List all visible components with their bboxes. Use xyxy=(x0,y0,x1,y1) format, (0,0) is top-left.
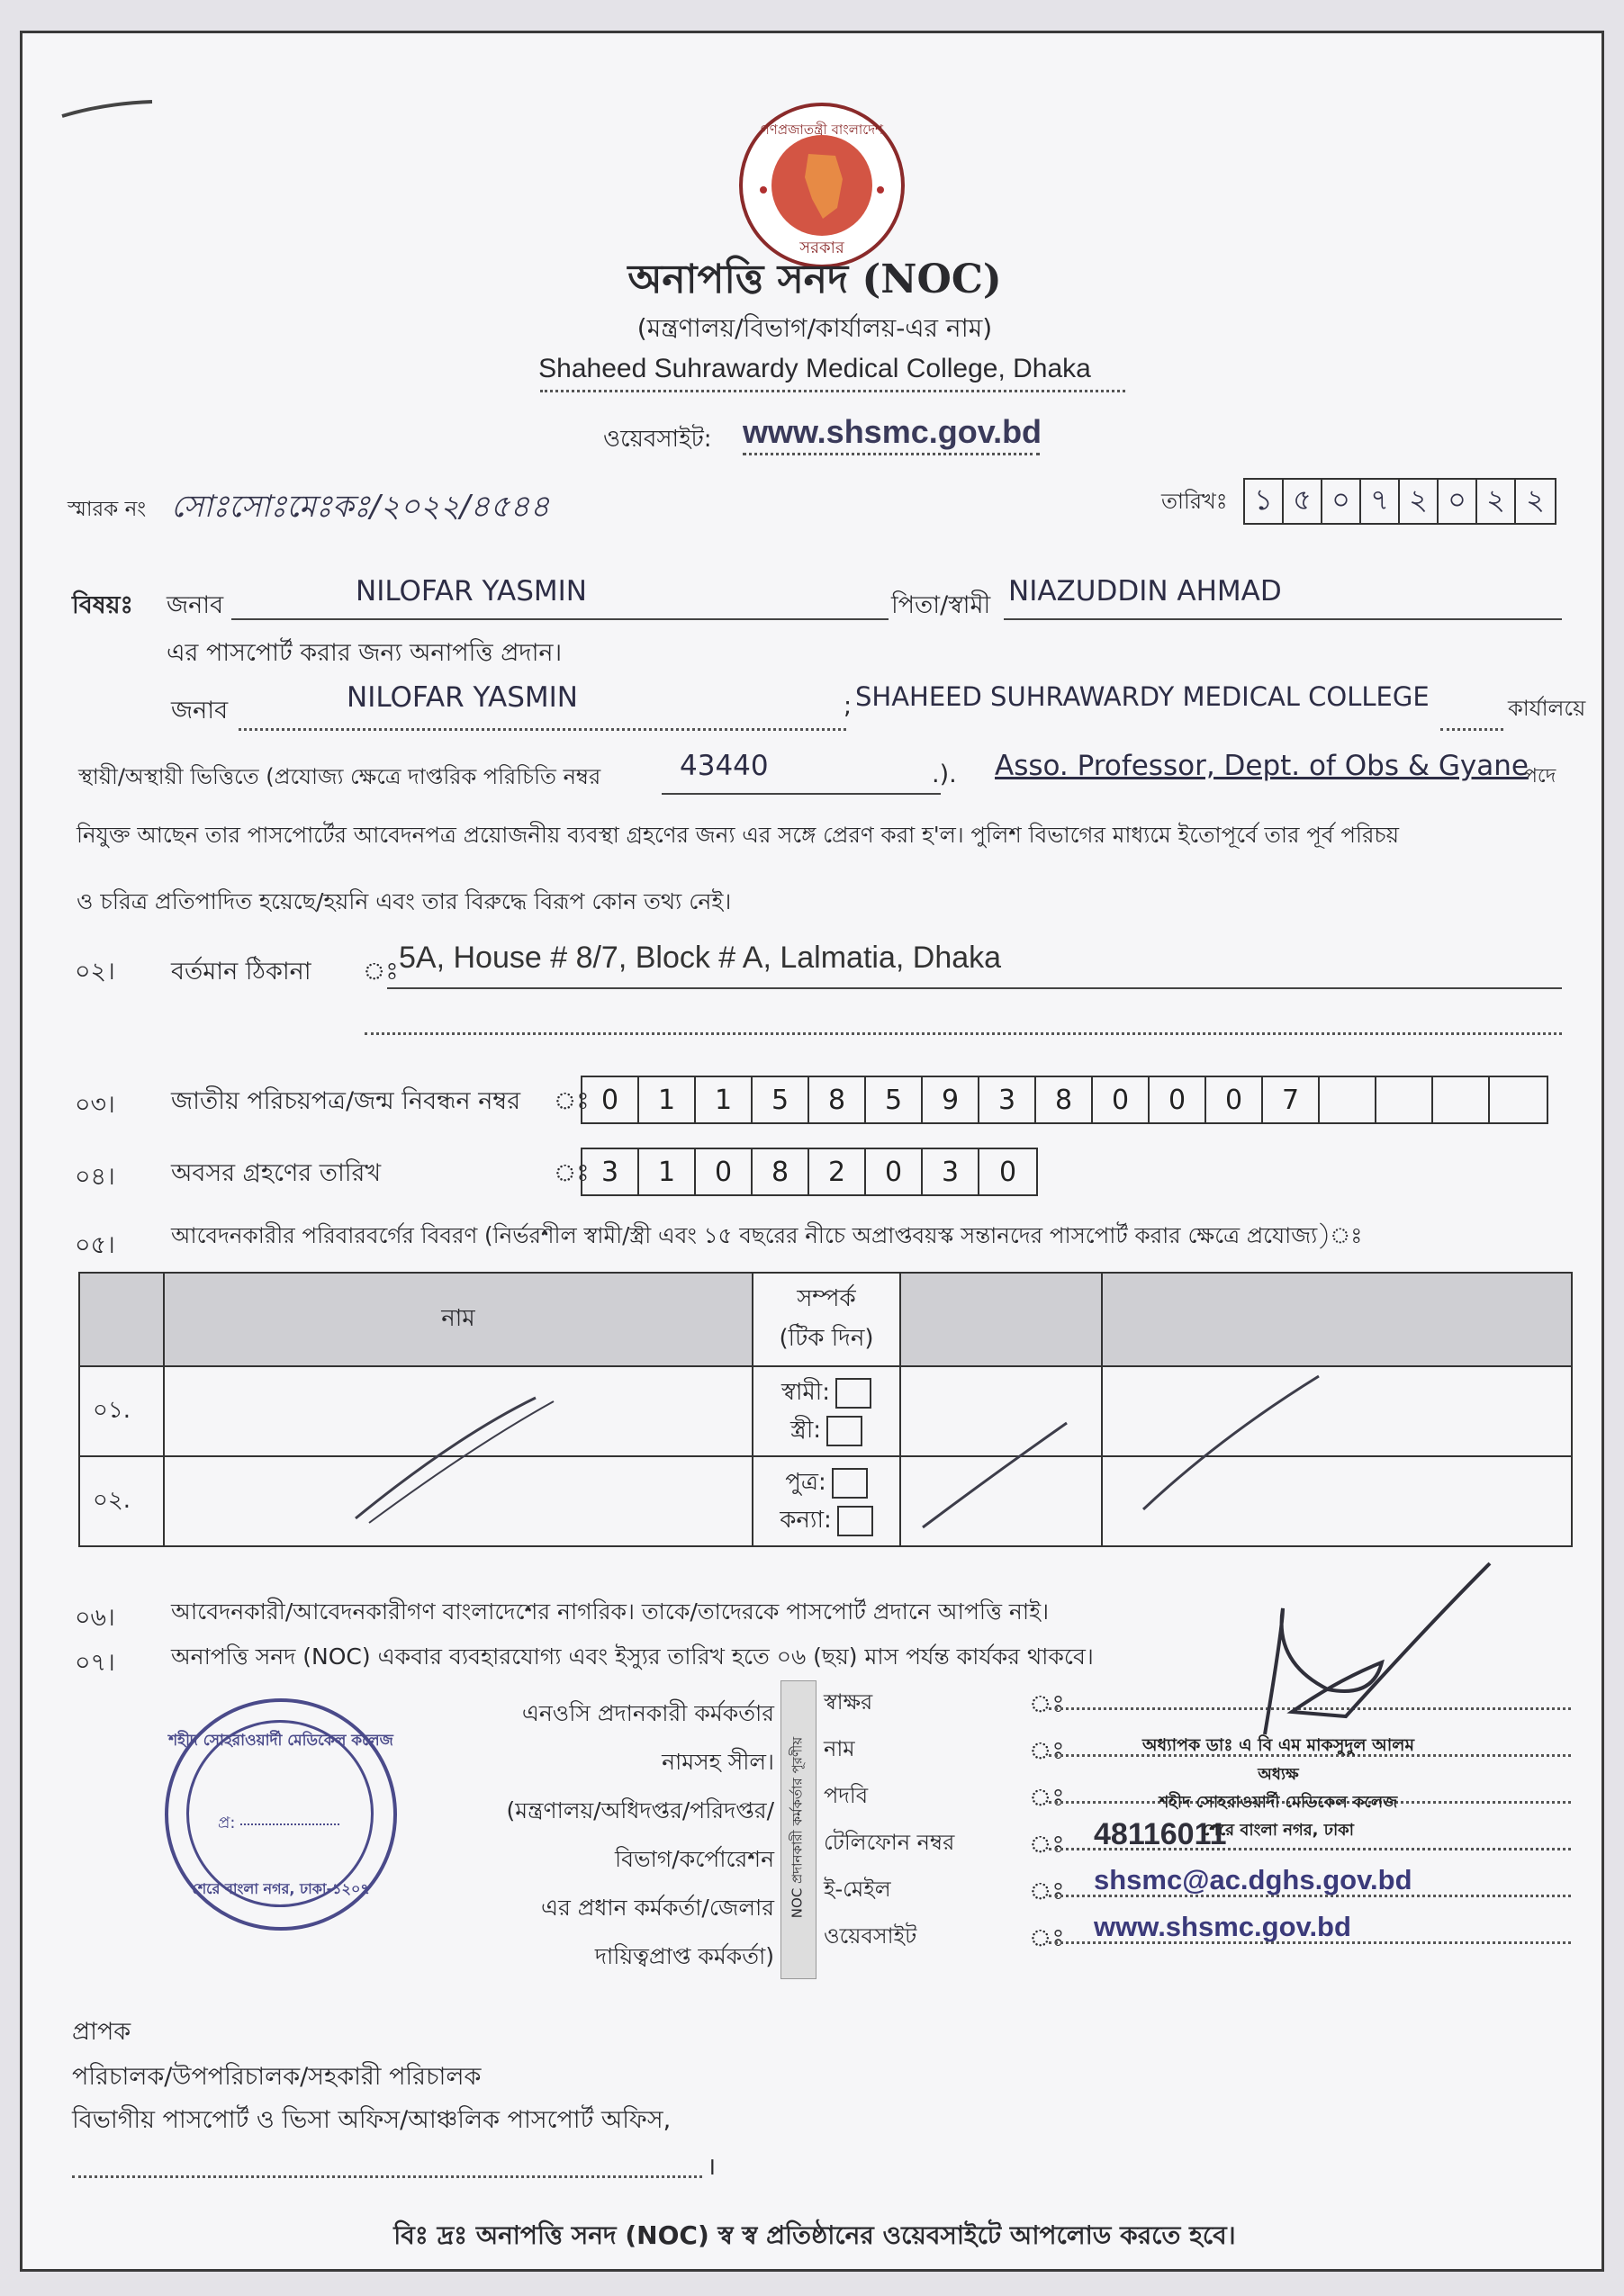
officer-field-label: টেলিফোন নম্বর xyxy=(824,1830,955,1855)
memo-value: সোঃসোঃমেঃকঃ/২০২২/৪৫৪৪ xyxy=(171,489,550,525)
officer-description-line: বিভাগ/কর্পোরেশন xyxy=(614,1846,774,1872)
document-title: অনাপত্তি সনদ (NOC) xyxy=(627,257,1002,302)
nid-digit-box: 9 xyxy=(923,1077,979,1122)
officer-field-label: ওয়েবসাইট xyxy=(824,1923,917,1949)
officer-field-row: ই-মেইল ঃ shsmc@ac.dghs.gov.bd xyxy=(824,1868,1580,1914)
officer-description xyxy=(455,1689,774,1981)
recipient-line1: পরিচালক/উপপরিচালক/সহকারী পরিচালক xyxy=(72,2063,482,2091)
officer-name-stamp: অধ্যাপক ডাঃ এ বি এম মাকসুদুল আলম অধ্যক্ষ শহীদ সোহরাওয়ার্দী মেডিকেল কলেজ শেরে বাংলা নগর, ঢাকা xyxy=(1141,1735,1414,1840)
col-relation-header: সম্পর্ক (টিক দিন) xyxy=(753,1273,900,1366)
document-subtitle: (মন্ত্রণালয়/বিভাগ/কার্যালয়-এর নাম) xyxy=(636,313,993,343)
citizenship-statement: আবেদনকারী/আবেদনকারীগণ বাংলাদেশের নাগরিক। তাকে/তাদেরকে পাসপোর্ট প্রদানে আপত্তি নাই। xyxy=(171,1598,1050,1625)
nid-digit-box: 0 xyxy=(1206,1077,1263,1122)
body-line2-prefix: স্থায়ী/অস্থায়ী ভিত্তিতে (প্রযোজ্য ক্ষেত্রে দাপ্তরিক পরিচিতি নম্বর xyxy=(78,764,601,789)
officer-description-line: নামসহ সীল। xyxy=(662,1749,774,1775)
table-row: ০২. পুত্র: কন্যা: xyxy=(79,1456,1572,1546)
office-name: Shaheed Suhrawardy Medical College, Dhaka xyxy=(538,354,1091,383)
address-value: 5A, House # 8/7, Block # A, Lalmatia, Dhaka xyxy=(399,941,1002,975)
date-digit-box: ২ xyxy=(1400,480,1439,523)
emblem-top-text: গণপ্রজাতন্ত্রী বাংলাদেশ xyxy=(760,122,884,138)
date-digit-box: ২ xyxy=(1477,480,1516,523)
officer-field-row: টেলিফোন নম্বর ঃ 48116011 xyxy=(824,1821,1580,1868)
body-designation-suffix: পদে xyxy=(1524,765,1556,788)
officer-field-row: নাম ঃ xyxy=(824,1727,1580,1774)
nid-label: জাতীয় পরিচয়পত্র/জন্ম নিবন্ধন নম্বর xyxy=(171,1087,521,1115)
officer-field-row: পদবি ঃ xyxy=(824,1774,1580,1821)
date-label: তারিখঃ xyxy=(1161,489,1228,514)
recipient-label: প্রাপক xyxy=(72,2018,131,2046)
subject-label: বিষয়ঃ xyxy=(72,591,133,619)
retirement-digit-box: 1 xyxy=(639,1149,696,1194)
col-name-header: নাম xyxy=(164,1273,753,1366)
website-label: ওয়েবসাইট: xyxy=(603,426,712,453)
website-value: www.shsmc.gov.bd xyxy=(743,413,1042,450)
nid-digit-box: 7 xyxy=(1263,1077,1320,1122)
nid-digit-box: 1 xyxy=(639,1077,696,1122)
date-digit-box: ৭ xyxy=(1361,480,1400,523)
officer-description-line: দায়িত্বপ্রাপ্ত কর্মকর্তা) xyxy=(594,1943,774,1969)
nid-digit-box: 5 xyxy=(753,1077,809,1122)
retirement-digit-box: 8 xyxy=(753,1149,809,1194)
officer-field-label: স্বাক্ষর xyxy=(824,1689,873,1715)
nid-digit-box: 8 xyxy=(1036,1077,1093,1122)
retirement-digit-box: 3 xyxy=(582,1149,639,1194)
retirement-digit-box: 3 xyxy=(923,1149,979,1194)
body-id-number: 43440 xyxy=(680,750,769,782)
retirement-digit-box: 0 xyxy=(696,1149,753,1194)
officer-field-value: 48116011 xyxy=(1094,1817,1227,1851)
date-digit-box: ১ xyxy=(1245,480,1284,523)
memo-label: স্মারক নং xyxy=(68,498,147,521)
footer-note: বিঃ দ্রঃ অনাপত্তি সনদ (NOC) স্ব স্ব প্রতিষ্ঠানের ওয়েবসাইটে আপলোড করতে হবে। xyxy=(393,2220,1236,2250)
subject-purpose: এর পাসপোর্ট করার জন্য অনাপত্তি প্রদান। xyxy=(167,639,563,667)
table-row: ০১. স্বামী: স্ত্রী: xyxy=(79,1366,1572,1456)
officer-field-label: পদবি xyxy=(824,1783,869,1808)
body-office-suffix: কার্যালয়ে xyxy=(1508,696,1586,721)
validity-statement: অনাপত্তি সনদ (NOC) একবার ব্যবহারযোগ্য এবং ইস্যুর তারিখ হতে ০৬ (ছয়) মাস পর্যন্ত কার্যকর থাকবে। xyxy=(171,1643,1094,1670)
nid-digit-box: 0 xyxy=(582,1077,639,1122)
emblem-bottom-text: সরকার xyxy=(799,239,844,257)
recipient-line2: বিভাগীয় পাসপোর্ট ও ভিসা অফিস/আঞ্চলিক পাসপোর্ট অফিস, xyxy=(72,2106,672,2134)
retirement-digit-box: 2 xyxy=(809,1149,866,1194)
family-label: আবেদনকারীর পরিবারবর্গের বিবরণ (নির্ভরশীল স্বামী/স্ত্রী এবং ১৫ বছরের নীচে অপ্রাপ্তবয়স্ক সন্তানদের পাসপোর্ট করার ক্ষেত্রে প্রযোজ্য)ঃ xyxy=(171,1222,1363,1248)
date-digit-box: ০ xyxy=(1322,480,1361,523)
subject-mr-label: জনাব xyxy=(167,591,224,619)
date-digit-box: ৫ xyxy=(1284,480,1322,523)
body-line4: ও চরিত্র প্রতিপাদিত হয়েছে/হয়নি এবং তার বিরুদ্ধে বিরূপ কোন তথ্য নেই। xyxy=(77,888,732,914)
nid-digit-box: 1 xyxy=(696,1077,753,1122)
body-name: NILOFAR YASMIN xyxy=(347,681,578,714)
date-digit-box: ০ xyxy=(1439,480,1477,523)
date-digit-box: ২ xyxy=(1526,482,1545,517)
body-designation: Asso. Professor, Dept. of Obs & Gyane xyxy=(995,750,1529,782)
officer-field-row: ওয়েবসাইট ঃ www.shsmc.gov.bd xyxy=(824,1914,1580,1961)
officer-field-row: স্বাক্ষর ঃ xyxy=(824,1680,1580,1727)
noc-vertical-strip: NOC প্রদানকারী কর্মকর্তার পূরণীয় xyxy=(780,1680,817,1979)
body-line3: নিযুক্ত আছেন তার পাসপোর্টের আবেদনপত্র প্রয়োজনীয় ব্যবস্থা গ্রহণের জন্য এর সঙ্গে প্রেরণ করা হ'ল। পুলিশ বিভাগের মাধ্যমে ইতোপূর্বে তার পূর্ব পরিচয় xyxy=(77,822,1400,848)
address-label: বর্তমান ঠিকানা xyxy=(171,958,311,986)
subject-name: NILOFAR YASMIN xyxy=(356,575,587,608)
officer-description-line: এর প্রধান কর্মকর্তা/জেলার xyxy=(541,1895,774,1921)
officer-field-label: ই-মেইল xyxy=(824,1877,891,1902)
nid-digit-box: 5 xyxy=(866,1077,923,1122)
retirement-label: অবসর গ্রহণের তারিখ xyxy=(171,1159,382,1187)
officer-field-label: নাম xyxy=(824,1736,855,1761)
noc-document: গণপ্রজাতন্ত্রী বাংলাদেশ সরকার অনাপত্তি সনদ (NOC) (মন্ত্রণালয়/বিভাগ/কার্যালয়-এর নাম) Shaheed Suhrawardy Medical College, Dhaka ওয়েবসাইট: www.shsmc.gov.bd স্মারক নং সোঃসোঃমেঃকঃ/২০২২/৪৫৪৪ তারিখঃ ১ ৫ ০ ৭ ২ ০ ২ ২ বিষয়ঃ জনাব NILOFAR YASMIN পিতা/স্বামী NIAZUDDIN AHMAD এর পাসপোর্ট করার জন্য অনাপত্তি প্রদান। জনাব NILOFAR YASMIN ; SHAHEED SUHRAWARDY MEDICAL COLLEGE কার্যালয়ে স্থায়ী/অস্থায়ী ভিত্তিতে (প্রযোজ্য ক্ষেত্রে দাপ্তরিক পরিচিতি নম্বর 43440 .). Asso. Professor, Dept. of Obs & Gyane পদে নিযুক্ত আছেন তার পাসপোর্টের আবেদনপত্র প্রয়োজনীয় ব্যবস্থা গ্রহণের জন্য এর সঙ্গে প্রেরণ করা হ'ল। পুলিশ বিভাগের মাধ্যমে ইতোপূর্বে তার পূর্ব পরিচয় ও চরিত্র প্রতিপাদিত হয়েছে/হয়নি এবং তার বিরুদ্ধে বিরূপ কোন তথ্য নেই। ০২। বর্তমান ঠিকানা ঃ 5A, House # 8/7, Block # A, Lalmatia, Dhaka ০৩। জাতীয় পরিচয়পত্র/জন্ম নিবন্ধন নম্বর ঃ 0 1 1 5 8 5 9 3 8 0 0 0 7 ০৪। অবসর গ্রহণের তারিখ ঃ 3 1 0 8 2 0 3 0 ০৫। আবেদনকারীর পরিবারবর্গের বিবরণ (নির্ভরশীল স্বামী/স্ত্রী এবং ১৫ বছরের নীচে অপ্রাপ্তবয়স্ক সন্তানদের পাসপোর্ট করার ক্ষেত্রে প্রযোজ্য)ঃ নাম সম্পর্ক (টিক দিন) ০১. স্বামী: স্ত্রী: ০২. পুত্র: কন্যা: ০৬। আবেদনকারী/আবেদনকারীগণ বাংলাদেশের নাগরিক। তাকে/তাদেরকে পাসপোর্ট প্রদানে আপত্তি নাই। ০৭। অনাপত্তি সনদ (NOC) একবার ব্যবহারযোগ্য এবং ইস্যুর তারিখ হতে ০৬ (ছয়) মাস পর্যন্ত কার্যকর থাকবে। এনওসি প্রদানকারী কর্মকর্তার নামসহ সীল। (মন্ত্রণালয়/অধিদপ্তর/পরিদপ্তর/ বিভাগ/কর্পোরেশন এর প্রধান কর্মকর্তা/জেলার দায়িত্বপ্রাপ্ত কর্মকর্তা) NOC প্রদানকারী কর্মকর্তার পূরণীয় স্বাক্ষর ঃ নাম ঃ পদবি ঃ টেলিফোন নম্বর ঃ 48116011 ই-মেইল ঃ shsmc@ac.dghs.gov.bd ওয়েবসাইট ঃ www.shsmc.gov.bd অধ্যাপক ডাঃ এ বি এম মাকসুদুল আলম অধ্যক্ষ শহীদ সোহরাওয়ার্দী মেডিকেল কলেজ শেরে বাংলা নগর, ঢাকা শহীদ সোহরাওয়ার্দী মেডিকেল কলেজ প্র: শেরে বাংলা নগর, ঢাকা-১২০৭ প্রাপক পরিচালক/উপপরিচালক/সহকারী পরিচালক বিভাগীয় পাসপোর্ট ও ভিসা অফিস/আঞ্চলিক পাসপোর্ট অফিস, । বিঃ দ্রঃ অনাপত্তি সনদ (NOC) স্ব স্ব প্রতিষ্ঠানের ওয়েবসাইটে আপলোড করতে হবে। xyxy=(20,31,1604,2272)
retirement-digit-box: 0 xyxy=(866,1149,923,1194)
nid-digit-box: 0 xyxy=(1150,1077,1206,1122)
signature-scribble xyxy=(1229,1554,1499,1743)
nid-digit-box: 3 xyxy=(979,1077,1036,1122)
officer-field-value: shsmc@ac.dghs.gov.bd xyxy=(1094,1864,1412,1895)
college-seal: শহীদ সোহরাওয়ার্দী মেডিকেল কলেজ প্র: শেরে বাংলা নগর, ঢাকা-১২০৭ xyxy=(165,1698,397,1931)
officer-description-line: (মন্ত্রণালয়/অধিদপ্তর/পরিদপ্তর/ xyxy=(506,1797,774,1823)
body-mr-label: জনাব xyxy=(171,697,229,725)
officer-description-line: এনওসি প্রদানকারী কর্মকর্তার xyxy=(521,1700,774,1726)
retirement-digit-box: 0 xyxy=(998,1156,1017,1188)
nid-digit-box: 0 xyxy=(1093,1077,1150,1122)
body-office: SHAHEED SUHRAWARDY MEDICAL COLLEGE xyxy=(855,681,1430,712)
pen-strikes xyxy=(23,33,1607,1581)
officer-field-value: www.shsmc.gov.bd xyxy=(1094,1911,1351,1942)
nid-digit-box: 8 xyxy=(809,1077,866,1122)
father-label: পিতা/স্বামী xyxy=(891,591,991,619)
father-value: NIAZUDDIN AHMAD xyxy=(1008,575,1282,608)
